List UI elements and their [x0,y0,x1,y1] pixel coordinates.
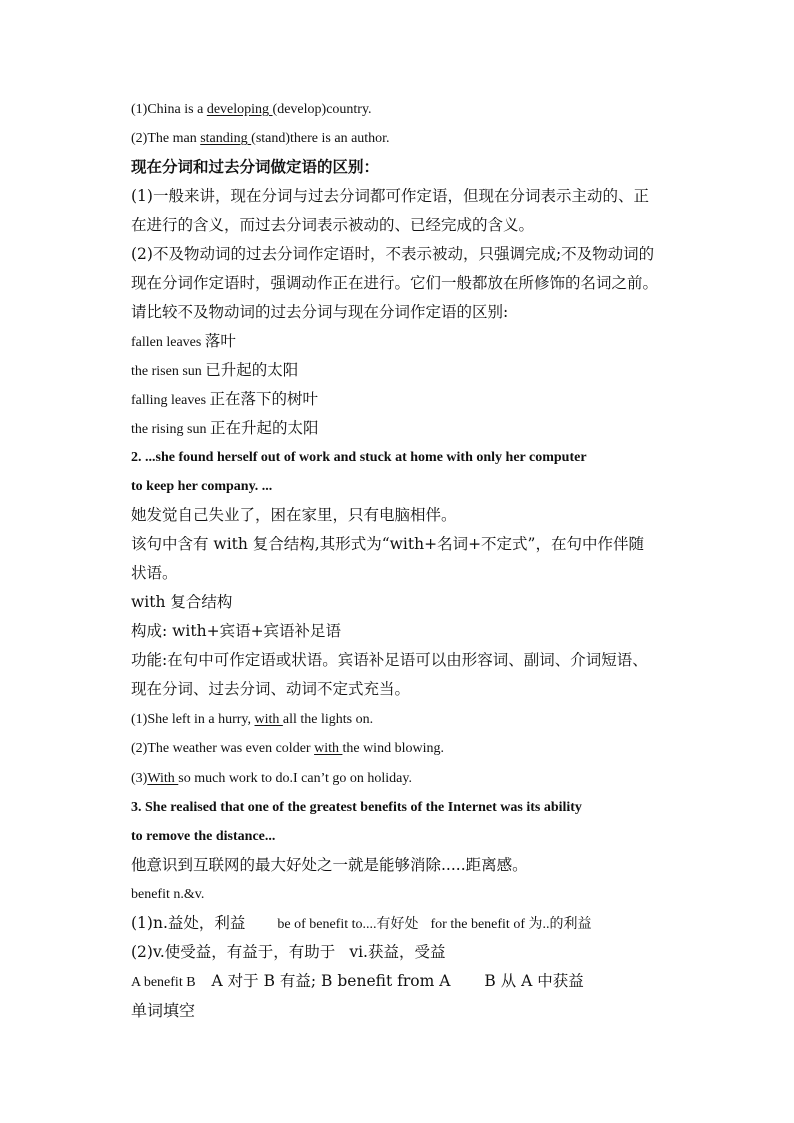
text: (3) [131,771,148,786]
paragraph-line: 现在分词、过去分词、动词不定式充当。 [131,680,411,698]
text: the wind blowing. [342,741,444,756]
text: the rising sun [131,422,210,437]
answer-blank: With [147,771,179,786]
text: (stand)there is an author. [251,131,390,146]
example-line [131,100,372,120]
example-line [131,129,390,149]
text: B 从 A 中获益 [484,972,584,990]
translation-line: 他意识到互联网的最大好处之一就是能够消除.....距离感。 [131,856,528,874]
paragraph-line: with 复合结构 [131,593,233,611]
paragraph-line: (2)不及物动词的过去分词作定语时，不表示被动，只强调完成;不及物动词的 [131,245,655,263]
text: A 对于 B 有益; B benefit from A [211,972,451,990]
paragraph-line: (1)一般来讲，现在分词与过去分词都可作定语，但现在分词表示主动的、正 [131,187,649,205]
example-line [131,331,236,353]
text: (1)n.益处，利益 [131,914,246,932]
text: 落叶 [204,332,236,350]
text: all the lights on. [282,712,374,727]
section-heading: 3. She realised that one of the greatest benefits of the Internet was its ability [131,800,582,815]
answer-blank: standing [200,131,252,146]
answer-blank: with [254,712,283,727]
text: 正在升起的太阳 [209,419,319,437]
definition-line [131,971,584,993]
text: be of benefit to....有好处 [277,917,419,932]
definition-line [131,913,591,935]
text: (2)The weather was even colder [131,741,315,756]
section-heading: 单词填空 [131,1001,196,1020]
example-line [131,418,318,440]
example-line [131,769,412,789]
section-heading: to remove the distance... [131,829,276,844]
text: A benefit B [131,975,196,990]
text: (2)v.使受益，有益于，有助于 [131,943,336,961]
answer-blank: developing [206,102,273,117]
section-heading: 2. ...she found herself out of work and stuck at home with only her computer [131,450,587,465]
definition-line [131,942,445,962]
text: falling leaves [131,393,210,408]
text: (1)She left in a hurry, [131,712,255,727]
paragraph-line: 该句中含有 with 复合结构,其形式为“with+名词+不定式”，在句中作伴随 [131,535,644,553]
paragraph-line: 构成: with+宾语+宾语补足语 [131,622,342,640]
paragraph-line: 现在分词作定语时，强调动作正在进行。它们一般都放在所修饰的名词之前。 [131,274,659,292]
translation-line: 她发觉自己失业了，困在家里，只有电脑相伴。 [131,506,457,524]
paragraph-line: 在进行的含义，而过去分词表示被动的、已经完成的含义。 [131,216,535,234]
text: so much work to do.I can’t go on holiday. [178,771,412,786]
paragraph-line: 功能:在句中可作定语或状语。宾语补足语可以由形容词、副词、介词短语、 [131,651,648,669]
example-line [131,710,373,730]
example-line [131,739,444,759]
text: 已升起的太阳 [205,361,299,379]
text: fallen leaves [131,335,205,350]
text: vi.获益，受益 [349,943,446,961]
paragraph-line: benefit n.&v. [131,887,205,902]
text: (2)The man [131,131,201,146]
section-heading: to keep her company. ... [131,479,273,494]
text: 正在落下的树叶 [209,390,319,408]
answer-blank: with [314,741,343,756]
text: the risen sun [131,364,206,379]
text: (develop)country. [272,102,372,117]
example-line [131,360,298,382]
paragraph-line: 请比较不及物动词的过去分词与现在分词作定语的区别: [131,303,509,321]
example-line [131,389,318,411]
text: for the benefit of 为..的利益 [430,917,592,932]
text: (1)China is a [131,102,207,117]
section-heading: 现在分词和过去分词做定语的区别： [131,157,380,176]
paragraph-line: 状语。 [131,564,178,582]
